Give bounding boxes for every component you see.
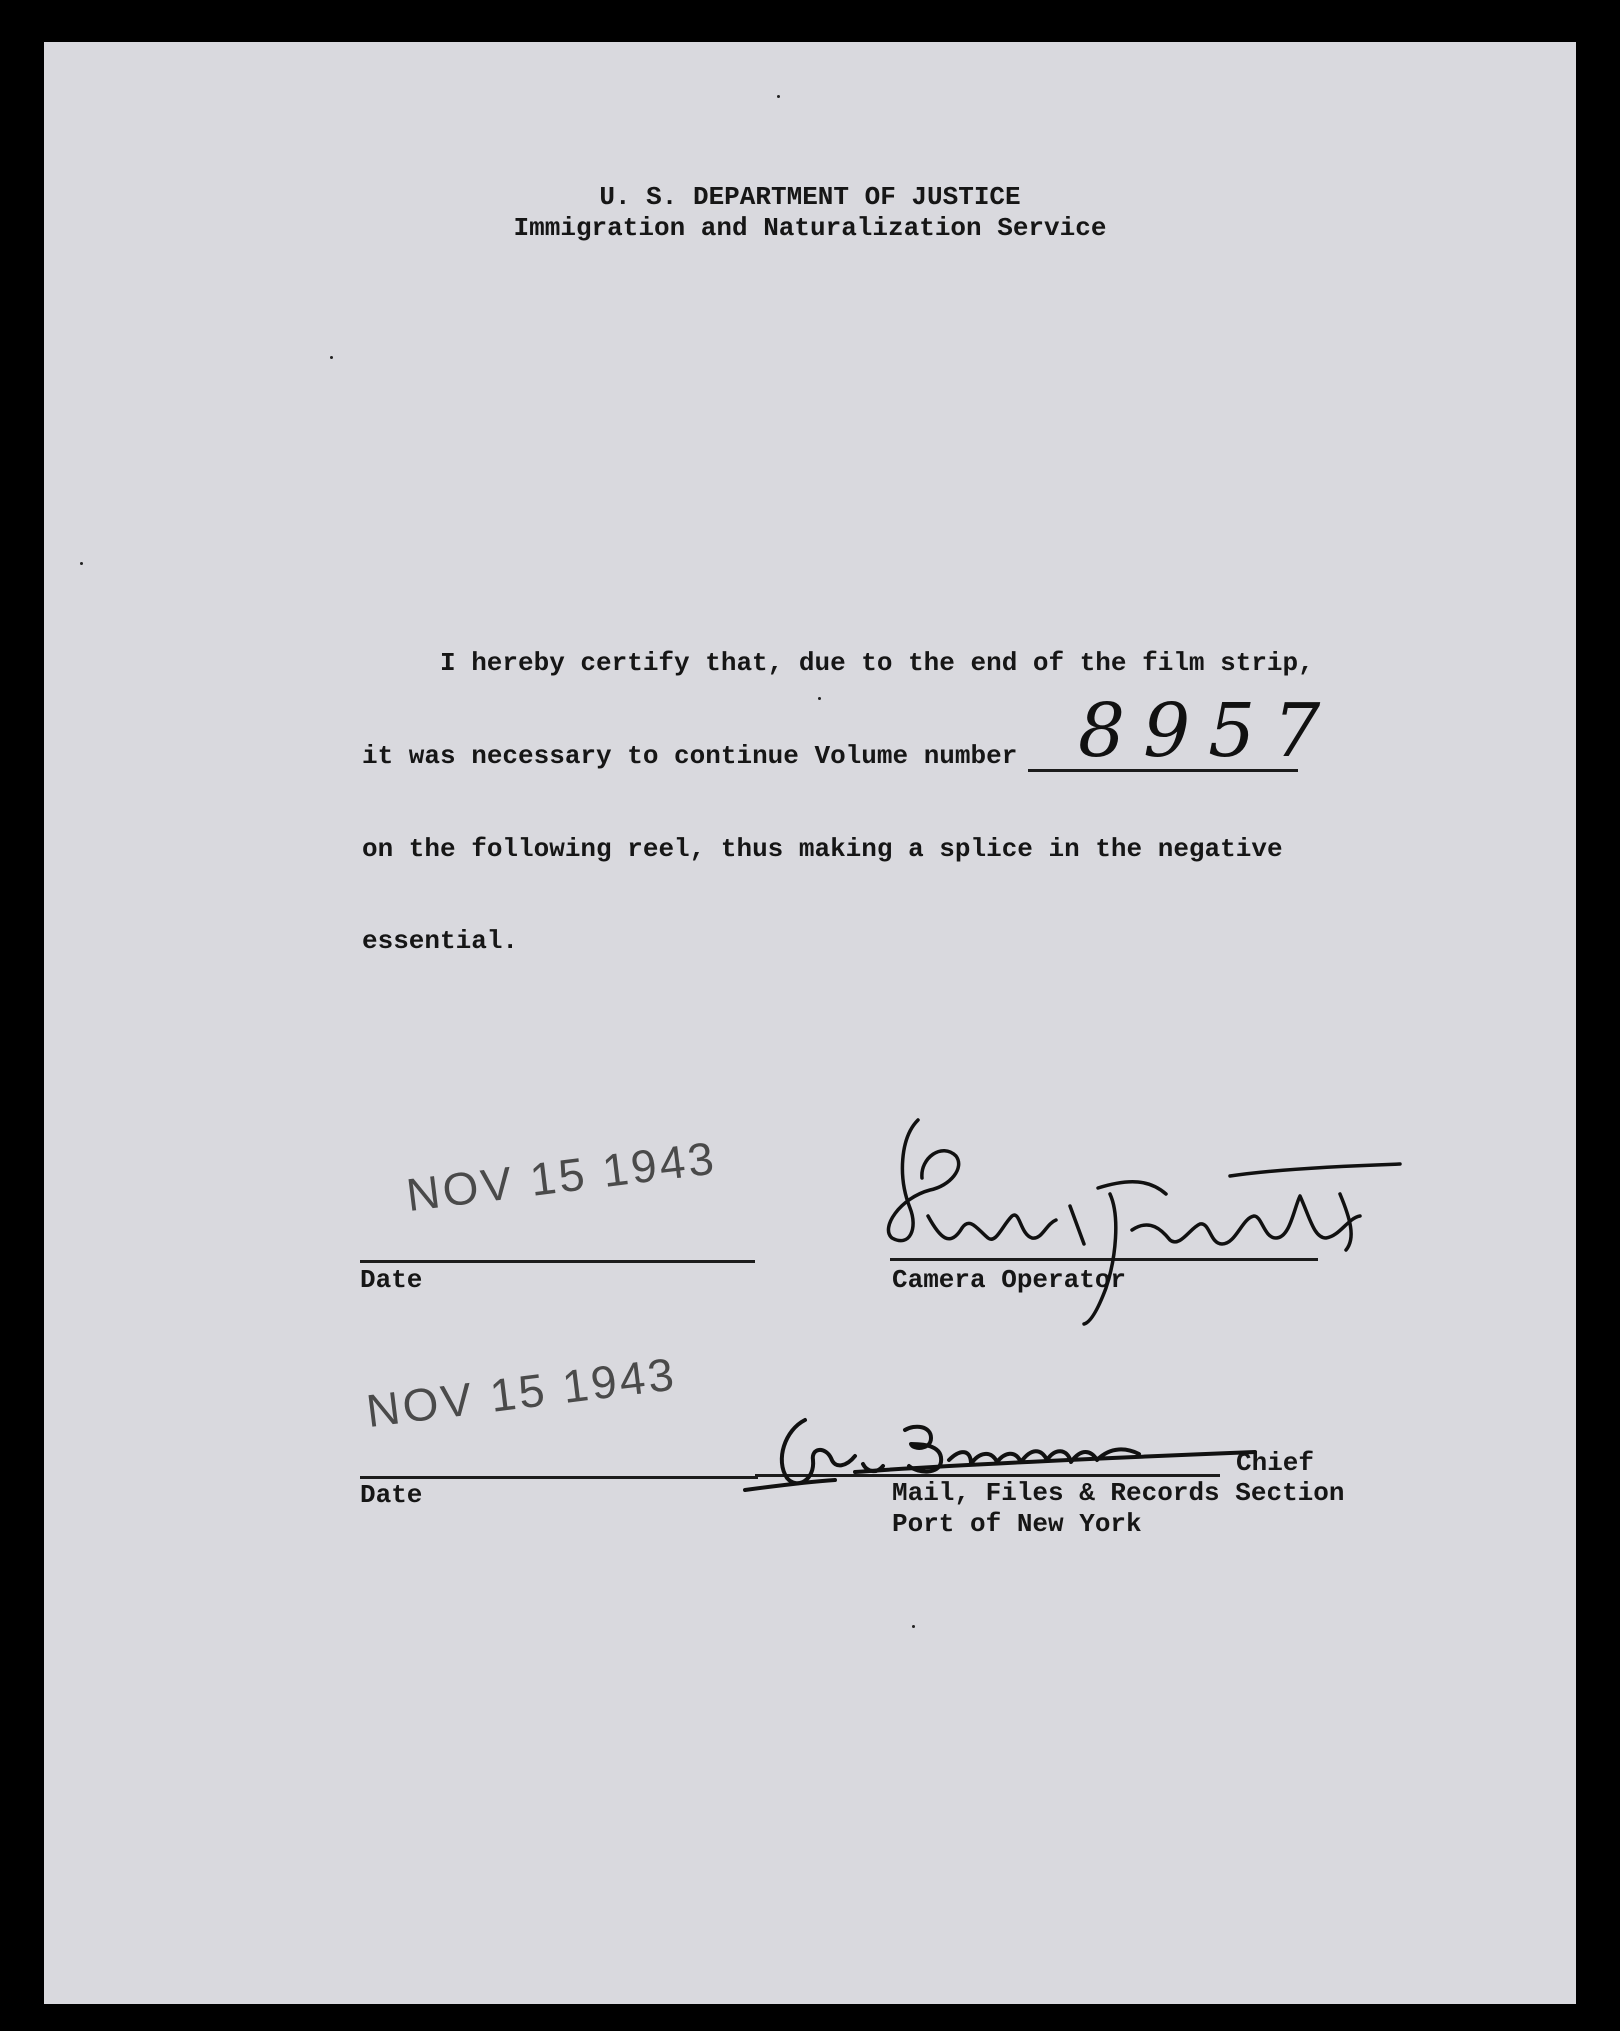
certificate-line-3: on the following reel, thus making a splice in the negative — [362, 834, 1283, 864]
camera-operator-signature — [870, 1098, 1410, 1330]
chief-title: Chief — [1236, 1448, 1315, 1478]
certificate-line-1: I hereby certify that, due to the end of the film strip, — [440, 648, 1314, 678]
scan-speck — [80, 562, 83, 565]
scan-speck — [912, 1625, 915, 1628]
date-label-2: Date — [360, 1480, 423, 1510]
date-label-1: Date — [360, 1265, 423, 1295]
department-heading: U. S. DEPARTMENT OF JUSTICE — [599, 182, 1021, 212]
certificate-line-4: essential. — [362, 926, 519, 956]
certificate-line-2: it was necessary to continue Volume number — [362, 741, 1018, 771]
scan-speck — [818, 697, 821, 700]
port-title: Port of New York — [892, 1509, 1142, 1539]
document-page — [44, 42, 1576, 2004]
volume-number: 8957 — [1078, 688, 1339, 774]
scan-speck — [330, 356, 333, 359]
date-stamp-2: NOV 15 1943 — [363, 1347, 680, 1438]
date-stamp-1: NOV 15 1943 — [403, 1131, 720, 1222]
chief-signature — [735, 1400, 1275, 1510]
section-title: Mail, Files & Records Section — [892, 1478, 1345, 1508]
service-heading: Immigration and Naturalization Service — [513, 213, 1107, 243]
camera-operator-label: Camera Operator — [892, 1265, 1127, 1295]
scan-speck — [777, 95, 780, 98]
date-line-2 — [360, 1476, 758, 1479]
date-line-1 — [360, 1260, 755, 1263]
